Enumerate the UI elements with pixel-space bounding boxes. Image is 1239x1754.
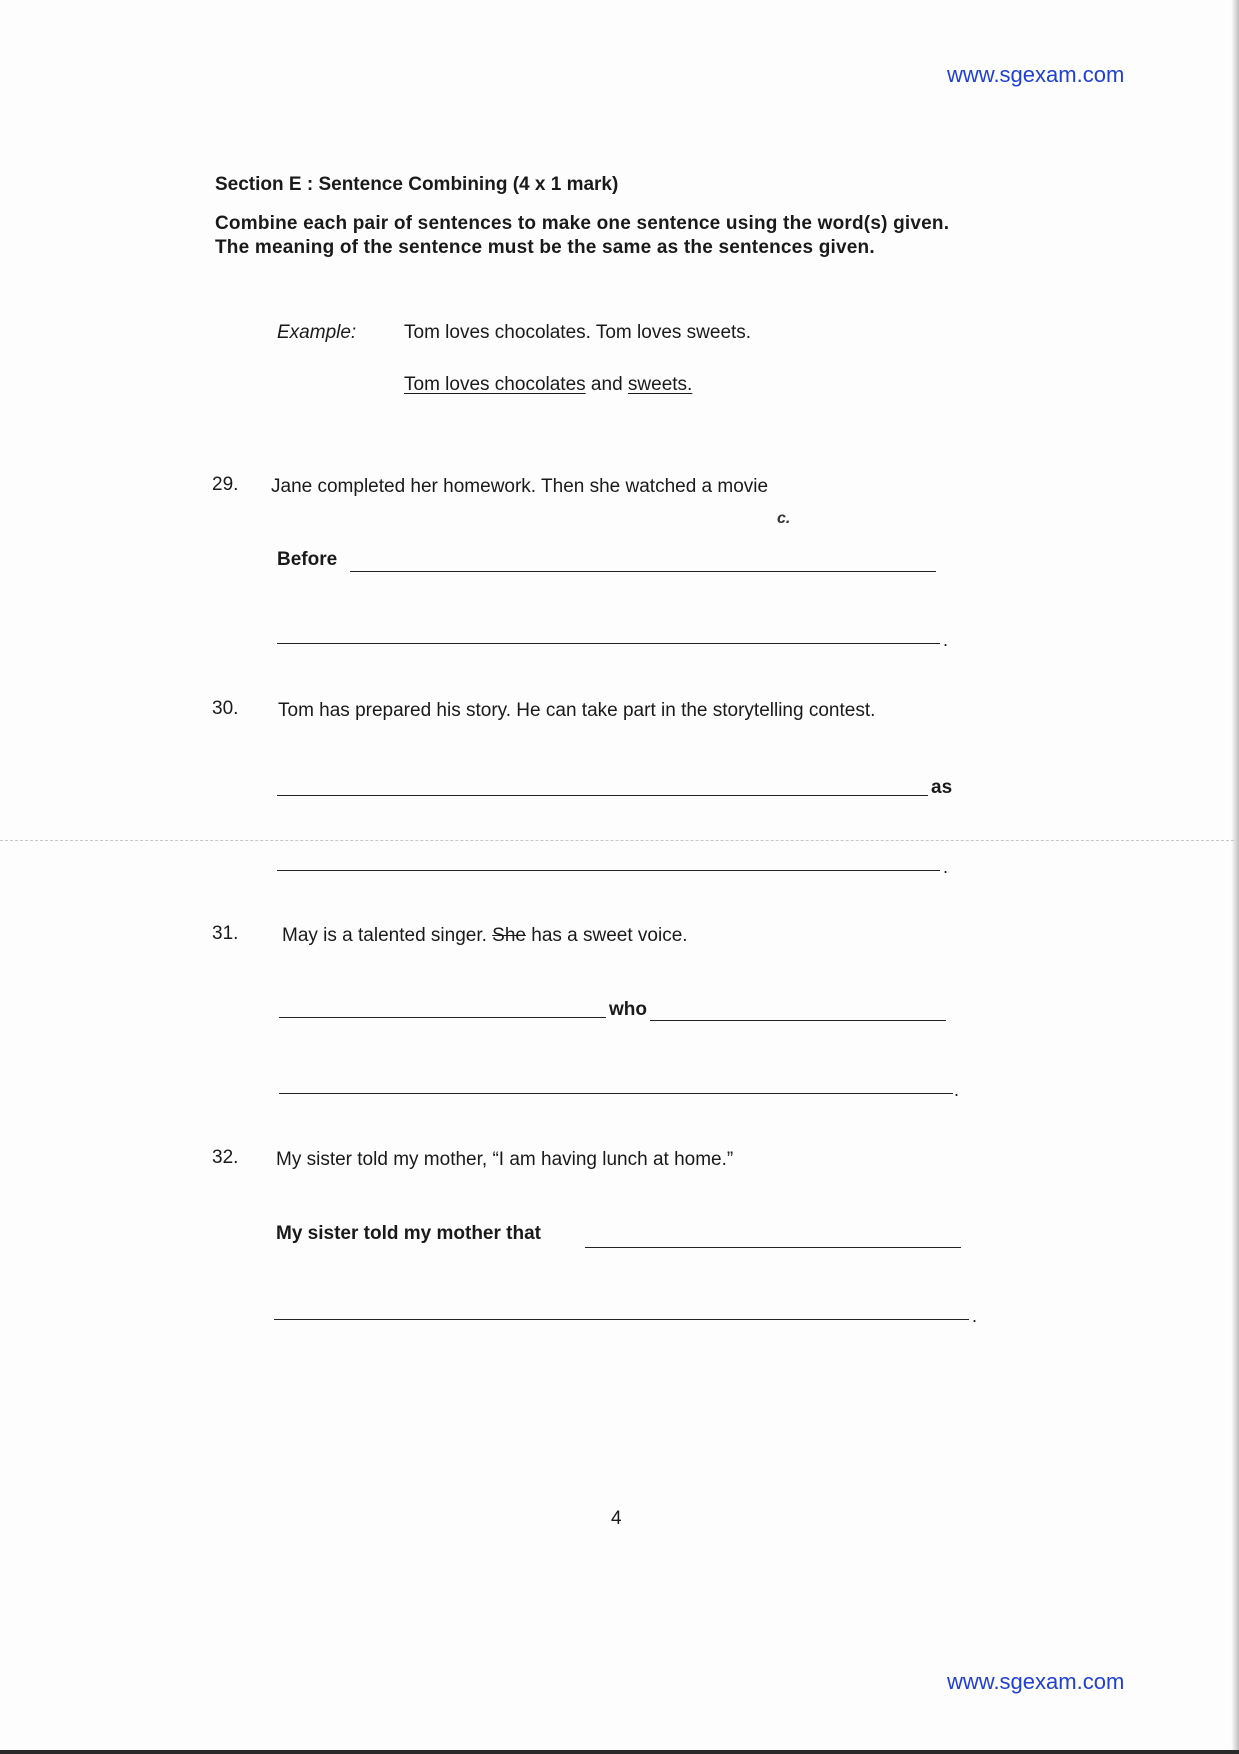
question-32-answer-line-1[interactable] <box>585 1247 961 1248</box>
question-31-answer-line-2[interactable] <box>279 1093 953 1094</box>
instruction-line-1: Combine each pair of sentences to make one sentence using the word(s) given. <box>215 213 950 234</box>
question-29-answer-line-2[interactable] <box>277 643 940 644</box>
example-answer <box>404 374 692 396</box>
instructions <box>215 212 1095 260</box>
page-number: 4 <box>611 1508 622 1529</box>
question-32-answer-line-2[interactable] <box>274 1319 969 1320</box>
question-32-text: My sister told my mother, “I am having lunch at home.” <box>276 1149 734 1170</box>
question-31-text-after: has a sweet voice. <box>525 925 688 946</box>
question-30-answer-line-1[interactable] <box>277 795 928 796</box>
question-29-period: . <box>943 630 949 650</box>
question-31-text-before: May is a talented singer. <box>282 925 493 946</box>
question-30-answer-line-2[interactable] <box>277 870 940 871</box>
question-29-text: Jane completed her homework. Then she watched a movie <box>271 476 769 497</box>
question-31-text <box>282 925 688 947</box>
question-30-number: 30. <box>212 698 239 719</box>
example-label: Example: <box>277 322 357 343</box>
example-answer-part2: sweets. <box>627 374 693 395</box>
question-32-number: 32. <box>212 1147 239 1168</box>
question-31-answer-line-1b[interactable] <box>650 1020 946 1021</box>
question-29-prompt: Before <box>277 549 338 570</box>
watermark-top: www.sgexam.com <box>947 62 1125 87</box>
question-29-number: 29. <box>212 474 239 495</box>
scan-edge-right <box>1231 0 1239 1754</box>
question-31-prompt: who <box>609 999 647 1020</box>
question-30-text: Tom has prepared his story. He can take part in the storytelling contest. <box>278 700 876 721</box>
question-29-annotation: c. <box>777 510 791 527</box>
example-answer-and: and <box>585 374 628 395</box>
question-31-number: 31. <box>212 923 239 944</box>
question-31-period: . <box>954 1080 960 1100</box>
question-30-prompt: as <box>931 777 953 798</box>
question-32-period: . <box>972 1306 978 1326</box>
question-31-answer-line-1a[interactable] <box>279 1017 606 1018</box>
question-31-text-struck: She <box>492 925 526 946</box>
question-29-answer-line-1[interactable] <box>350 571 936 572</box>
question-32-prompt: My sister told my mother that <box>276 1223 541 1244</box>
scan-artifact-line <box>0 840 1239 841</box>
scan-edge-bottom <box>0 1750 1239 1754</box>
section-title: Section E : Sentence Combining (4 x 1 mark) <box>215 174 619 195</box>
example-answer-part1: Tom loves chocolates <box>404 374 586 395</box>
watermark-bottom: www.sgexam.com <box>947 1669 1125 1694</box>
instruction-line-2: The meaning of the sentence must be the same as the sentences given. <box>215 237 875 258</box>
question-30-period: . <box>943 857 949 877</box>
example-text: Tom loves chocolates. Tom loves sweets. <box>404 322 752 343</box>
